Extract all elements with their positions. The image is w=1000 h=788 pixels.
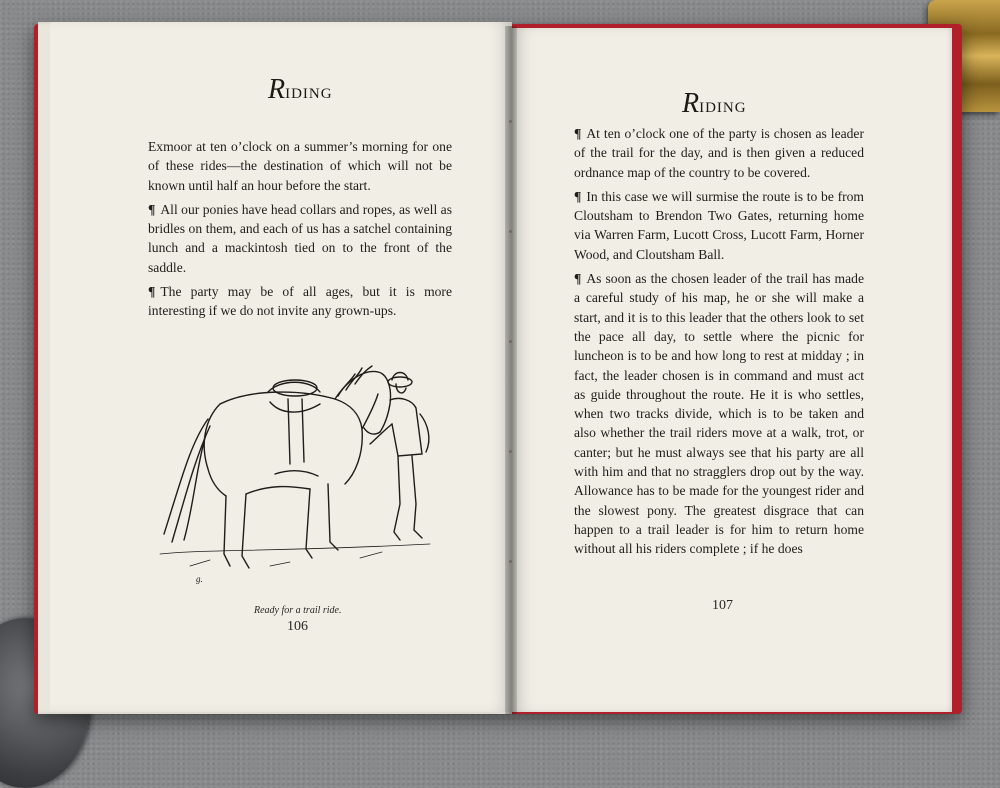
illustration-caption: Ready for a trail ride. [254,605,342,616]
page-number: 107 [712,598,733,613]
right-body-text [574,124,864,564]
pony-and-boy-illustration [150,344,440,584]
artist-mark: g. [196,574,203,584]
binding-stitch [509,340,512,343]
running-head-initial: R [268,74,286,105]
binding-stitch [509,450,512,453]
pilcrow-icon: ¶ [574,271,582,287]
running-head-initial: R [682,88,700,119]
paragraph: ¶ In this case we will surmise the route is to be from Cloutsham to Brendon Two Gates, returning home via Warren Farm, Lucott Cross, Lucott Farm, Horner Wood, and Cloutsham Ball. [574,188,864,262]
book-gutter [505,26,517,714]
binding-stitch [509,560,512,563]
paragraph: ¶ The party may be of all ages, but it is more interesting if we do not invite any grown-ups. [148,284,452,319]
page-number: 106 [287,619,308,634]
binding-stitch [509,120,512,123]
running-head-text: IDING [699,100,747,116]
right-page [512,28,952,712]
pilcrow-icon: ¶ [148,284,156,300]
running-head [268,74,333,106]
left-body-text [148,137,452,326]
pilcrow-icon: ¶ [574,188,582,204]
running-head [682,88,747,120]
binding-stitch [509,230,512,233]
paragraph: ¶ As soon as the chosen leader of the trail has made a careful study of his map, he or she will make a start, and it is to this leader that the others look to set the pace all day, to settle where the picnic for luncheon is to be and how long to rest at midday ; in fact, the leader chosen is in command and must act as guide throughout the route. He it is who settles, when two tracks divide, which is to be taken and also whether the trail riders move at a walk, trot, or canter; but he must always see that his party are all with him and that no stragglers drop out by the way. Allowance has to be made for the youngest rider and the slowest pony. The greatest disgrace that can happen to a trail leader is for him to return home without all his riders complete ; if he does [574,271,864,557]
left-page [50,22,512,712]
running-head-text: IDING [285,86,333,102]
paragraph: ¶ All our ponies have head collars and ropes, as well as bridles on them, and each of us has a satchel containing lunch and a mackintosh tied on to the front of the saddle. [148,201,452,275]
pilcrow-icon: ¶ [148,201,156,217]
paragraph: Exmoor at ten o’clock on a summer’s morning for one of these rides—the destination of which will not be known until half an hour before the start. [148,139,452,193]
pilcrow-icon: ¶ [574,126,582,141]
paragraph: ¶ At ten o’clock one of the party is chosen as leader of the trail for the day, and is then given a reduced ordnance map of the country to be covered. [574,126,864,180]
